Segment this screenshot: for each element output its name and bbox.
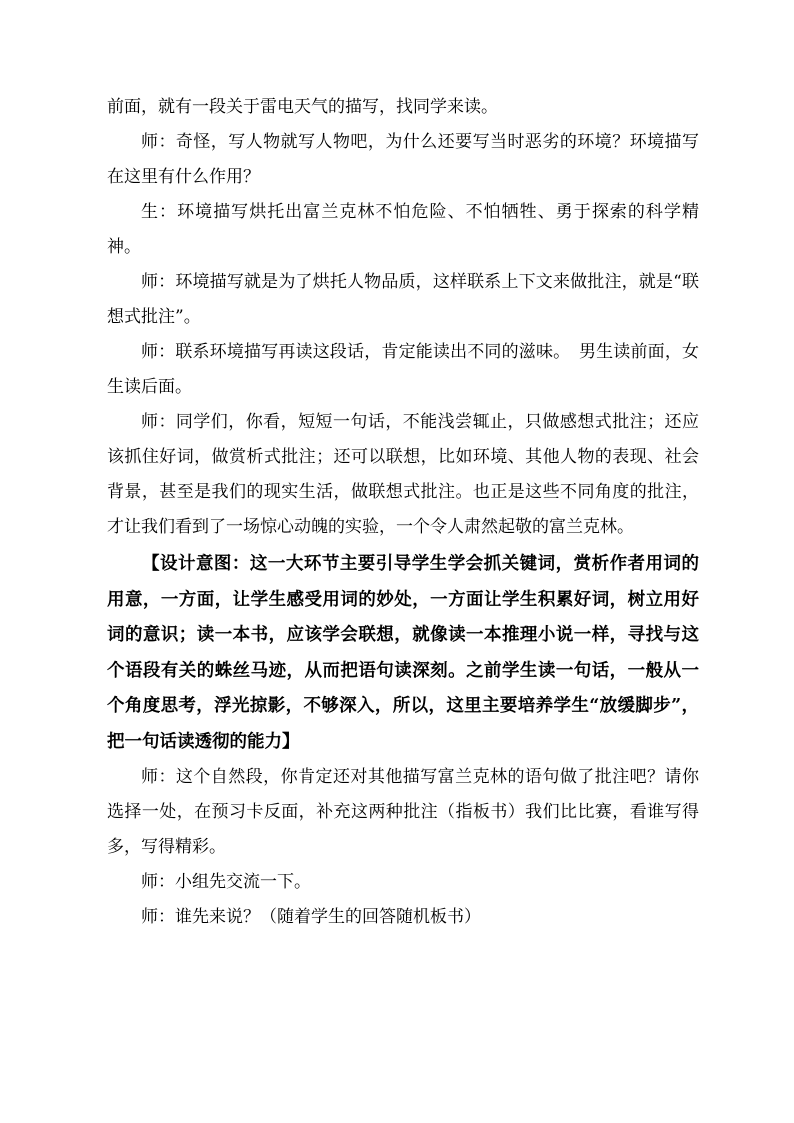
paragraph-6: 师：同学们，你看，短短一句话，不能浅尝辄止，只做感想式批注；还应该抓住好词，做赏析式批注；还可以联想，比如环境、其他人物的表现、社会背景，甚至是我们的现实生活，做联想式批注。也正是这些不同角度的批注，才让我们看到了一场惊心动魄的实验，一个令人肃然起敬的富兰克林。 [107, 412, 699, 537]
paragraph-9: 师：小组先交流一下。 [141, 872, 311, 892]
paragraph-2: 师：奇怪，写人物就写人物吧，为什么还要写当时恶劣的环境？环境描写在这里有什么作用？ [107, 132, 699, 187]
paragraph-3: 生：环境描写烘托出富兰克林不怕危险、不怕牺牲、勇于探索的科学精神。 [107, 202, 699, 257]
document-body [107, 90, 699, 935]
paragraph-4: 师：环境描写就是为了烘托人物品质，这样联系上下文来做批注，就是“联想式批注”。 [107, 272, 699, 327]
paragraph-8: 师：这个自然段，你肯定还对其他描写富兰克林的语句做了批注吧？请你选择一处，在预习卡反面，补充这两种批注（指板书）我们比比赛，看谁写得多，写得精彩。 [107, 767, 699, 857]
paragraph-1: 前面，就有一段关于雷电天气的描写，找同学来读。 [107, 97, 498, 117]
paragraph-5: 师：联系环境描写再读这段话，肯定能读出不同的滋味。 男生读前面，女生读后面。 [107, 342, 699, 397]
design-intent-paragraph: 【设计意图：这一大环节主要引导学生学会抓关键词，赏析作者用词的用意，一方面，让学生感受用词的妙处，一方面让学生积累好词，树立用好词的意识；读一本书，应该学会联想，就像读一本推理小说一样，寻找与这个语段有关的蛛丝马迹，从而把语句读深刻。之前学生读一句话，一般从一个角度思考，浮光掠影，不够深入，所以，这里主要培养学生“放缓脚步”，把一句话读透彻的能力】 [107, 554, 699, 752]
paragraph-10: 师：谁先来说？（随着学生的回答随机板书） [141, 907, 481, 927]
